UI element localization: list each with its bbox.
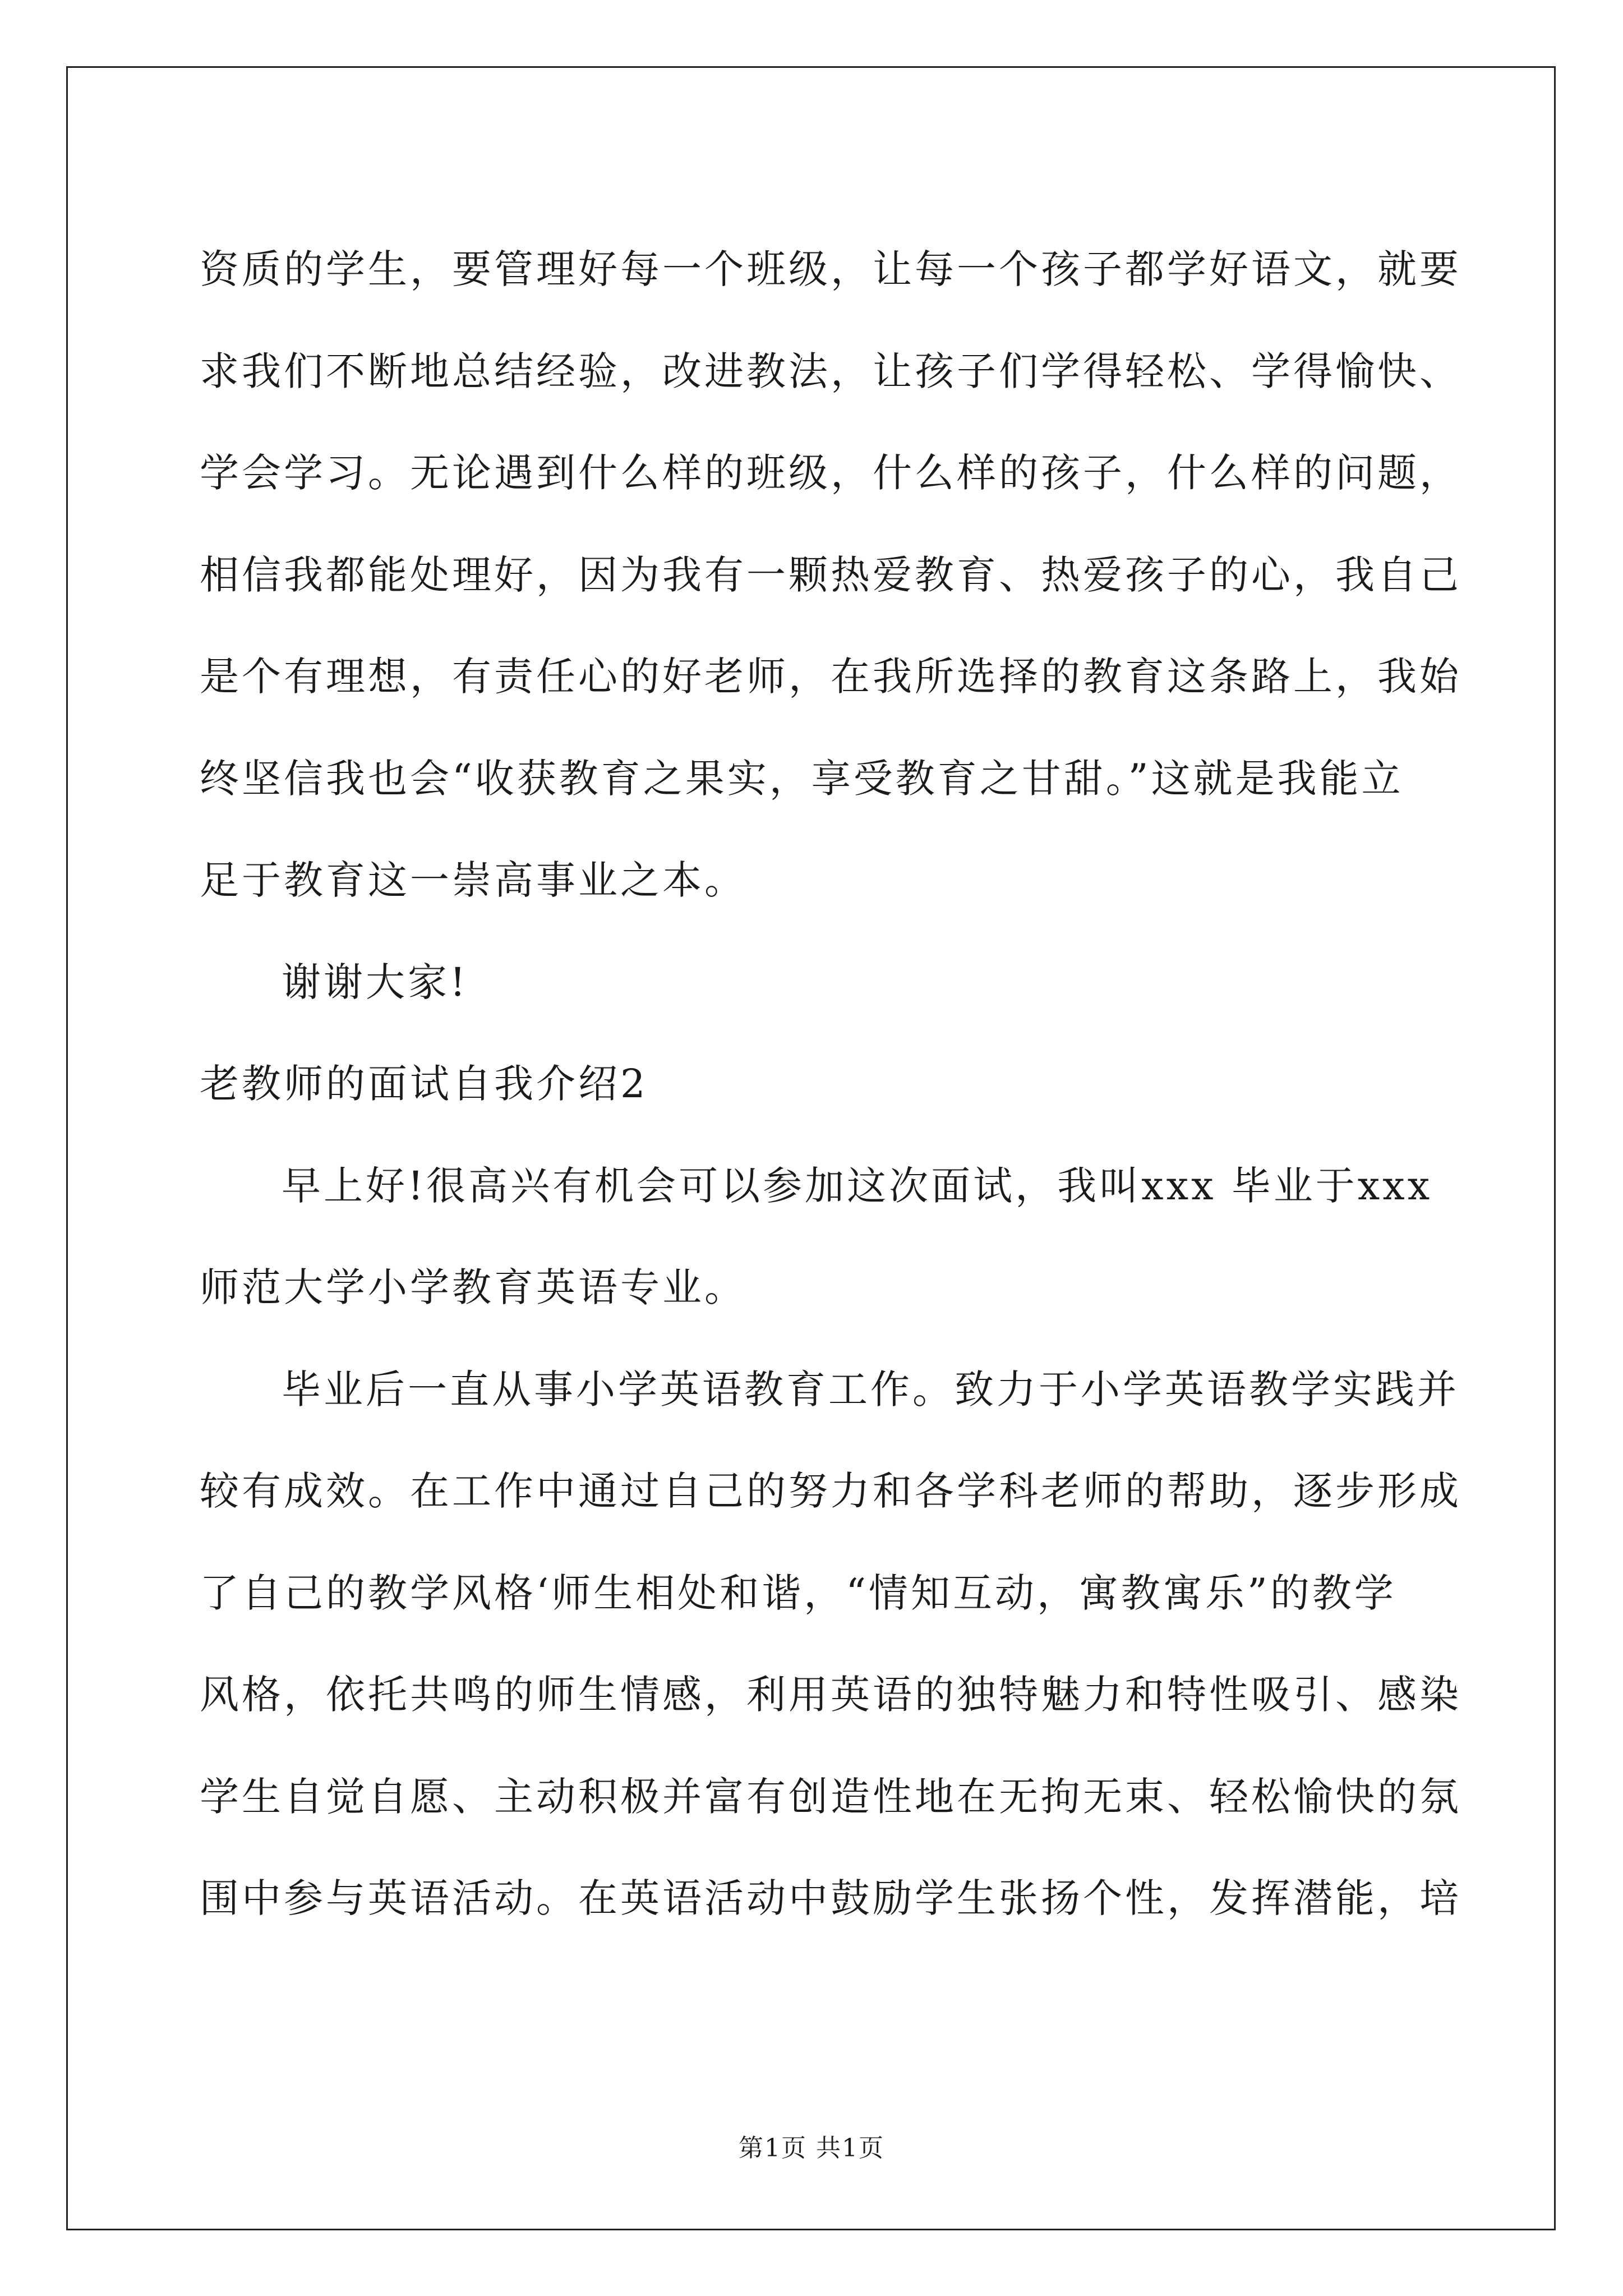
text-line: 足于教育这一崇高事业之本。: [200, 857, 746, 903]
text-line: 了自己的教学风格‘师生相处和谐，“情知互动，寓教寓乐”的教学: [200, 1570, 1396, 1616]
section-heading: 老教师的面试自我介绍2: [200, 1061, 648, 1107]
text-line: 求我们不断地总结经验，改进教法，让孩子们学得轻松、学得愉快、: [200, 348, 1461, 394]
text-line: 是个有理想，有责任心的好老师，在我所选择的教育这条路上，我始: [200, 654, 1461, 700]
closing-line: 谢谢大家!: [282, 959, 469, 1005]
text-line: 早上好!很高兴有机会可以参加这次面试，我叫xxx 毕业于xxx: [282, 1162, 1433, 1209]
text-line: 围中参与英语活动。在英语活动中鼓励学生张扬个性，发挥潜能，培: [200, 1875, 1461, 1921]
text-line: 毕业后一直从事小学英语教育工作。致力于小学英语教学实践并: [282, 1366, 1459, 1412]
text-line: 资质的学生，要管理好每一个班级，让每一个孩子都学好语文，就要: [200, 246, 1461, 292]
text-line: 师范大学小学教育英语专业。: [200, 1264, 746, 1310]
text-line: 学生自觉自愿、主动积极并富有创造性地在无拘无束、轻松愉快的氛: [200, 1773, 1461, 1820]
text-line: 学会学习。无论遇到什么样的班级，什么样的孩子，什么样的问题，: [200, 450, 1461, 496]
text-line: 较有成效。在工作中通过自己的努力和各学科老师的帮助，逐步形成: [200, 1468, 1461, 1514]
document-body: [200, 219, 1461, 1950]
text-line: 相信我都能处理好，因为我有一颗热爱教育、热爱孩子的心，我自己: [200, 551, 1461, 598]
text-line: 风格，依托共鸣的师生情感，利用英语的独特魅力和特性吸引、感染: [200, 1672, 1461, 1718]
text-line: 终坚信我也会“收获教育之果实，享受教育之甘甜。”这就是我能立: [200, 755, 1404, 802]
page-number-footer: 第1页 共1页: [739, 2134, 884, 2162]
